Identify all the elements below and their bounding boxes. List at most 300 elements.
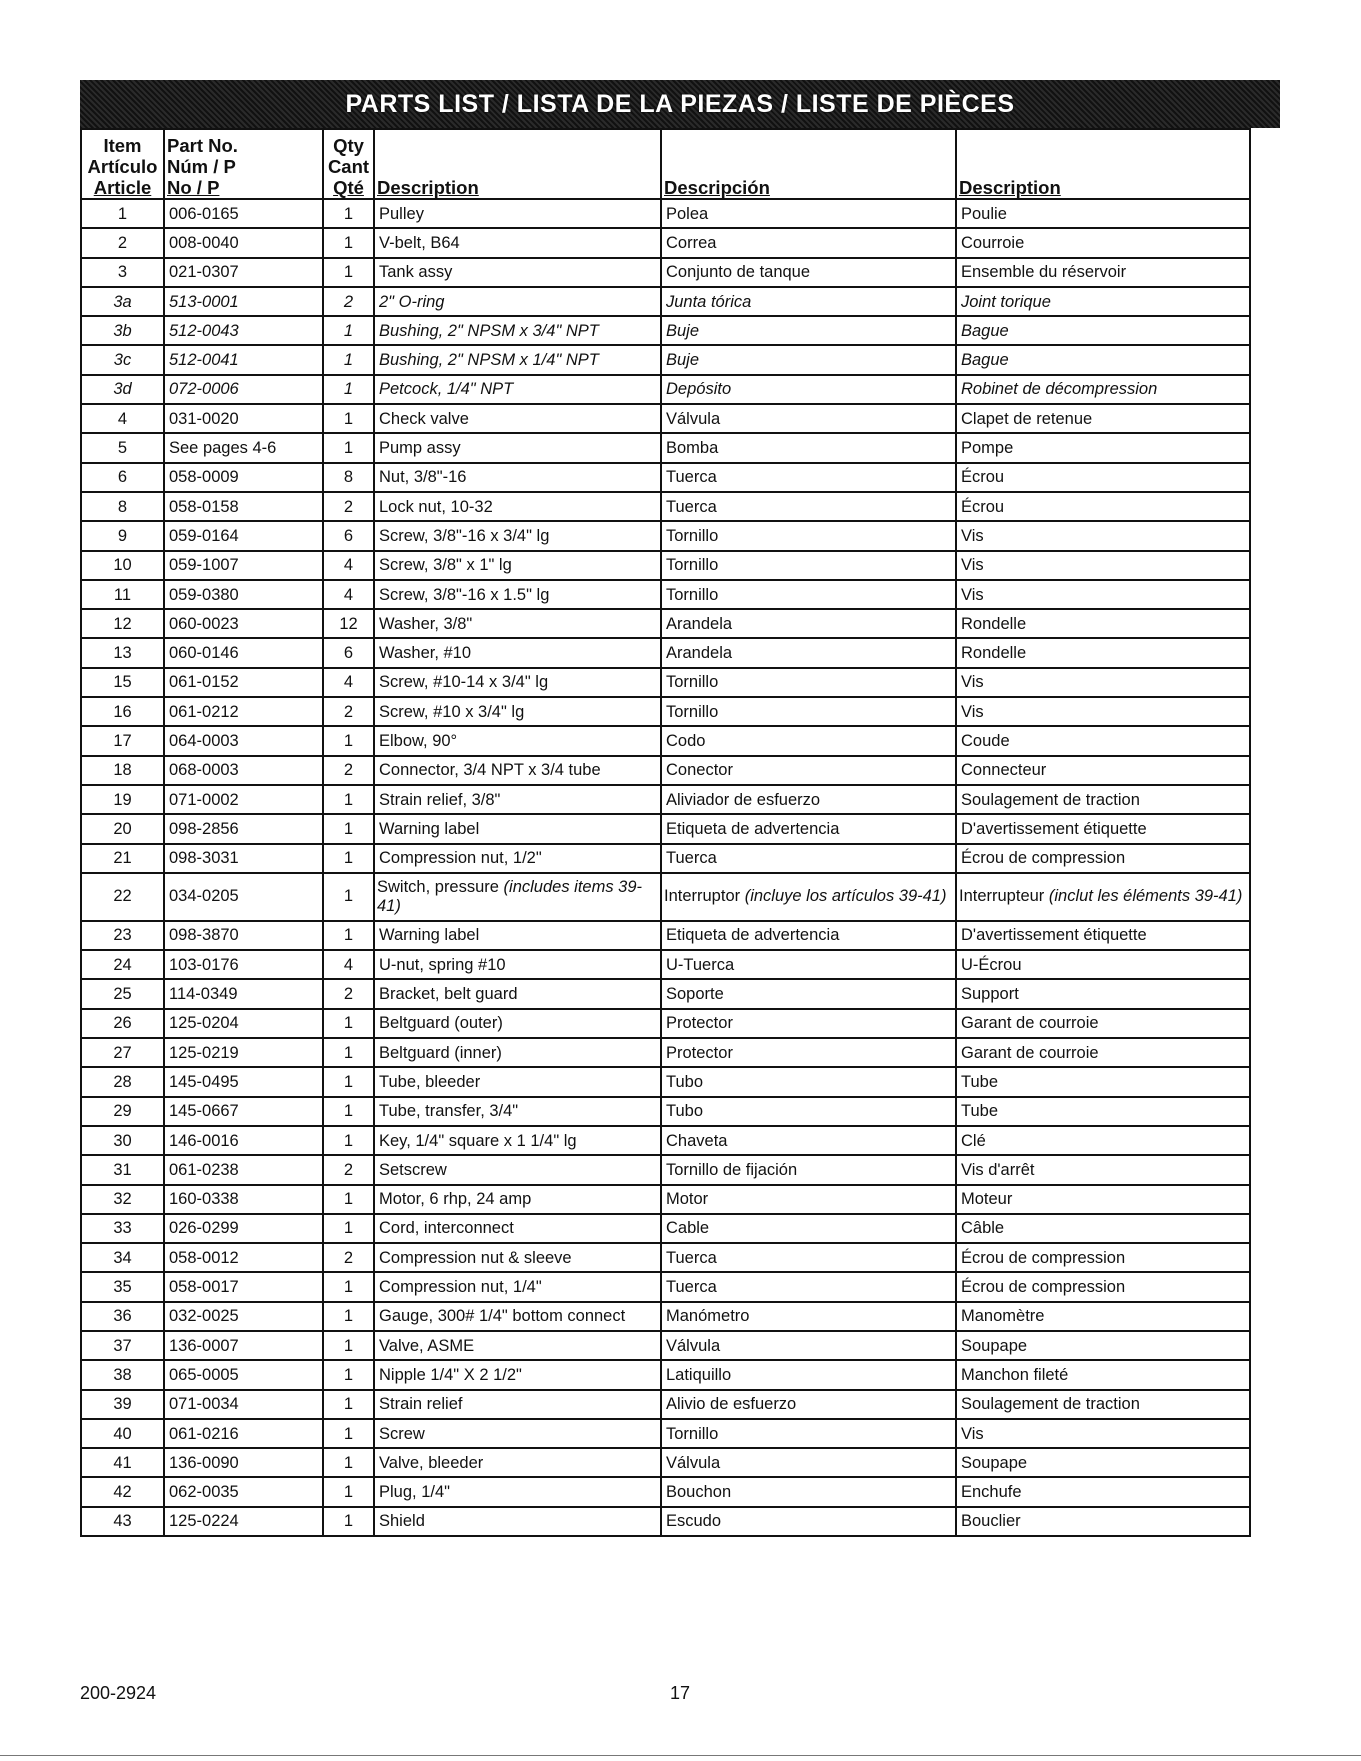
description-en-cell-note: (includes items 39-41): [377, 877, 643, 915]
description-es-cell: Depósito: [661, 375, 956, 404]
description-es-cell: Tornillo de fijación: [661, 1155, 956, 1184]
description-fr-cell: Robinet de décompression: [956, 375, 1250, 404]
description-en-cell: Cord, interconnect: [374, 1214, 661, 1243]
qty-cell: 1: [323, 1331, 374, 1360]
qty-cell: 1: [323, 316, 374, 345]
description-es-cell: Tuerca: [661, 463, 956, 492]
item-cell: 13: [81, 638, 164, 667]
part-number-cell: 098-3031: [164, 844, 323, 873]
description-en-cell: Warning label: [374, 921, 661, 950]
table-row: [81, 921, 1250, 950]
table-row: [81, 1360, 1250, 1389]
item-cell: 10: [81, 551, 164, 580]
description-en-cell: 2" O-ring: [374, 287, 661, 316]
description-en-cell-text: Switch, pressure: [377, 877, 504, 896]
qty-cell: 1: [323, 1126, 374, 1155]
item-cell: 18: [81, 756, 164, 785]
part-number-cell: 114-0349: [164, 979, 323, 1008]
part-number-cell: 061-0212: [164, 697, 323, 726]
description-fr-cell: Bague: [956, 345, 1250, 374]
description-en-cell: Compression nut, 1/2": [374, 844, 661, 873]
part-number-cell: 062-0035: [164, 1477, 323, 1506]
table-row: [81, 1448, 1250, 1477]
description-en-cell: Nipple 1/4" X 2 1/2": [374, 1360, 661, 1389]
description-en-cell: Beltguard (outer): [374, 1009, 661, 1038]
description-en-cell: Washer, 3/8": [374, 609, 661, 638]
description-fr-cell: Joint torique: [956, 287, 1250, 316]
description-es-cell: Motor: [661, 1185, 956, 1214]
part-number-cell: 512-0041: [164, 345, 323, 374]
description-fr-cell: Moteur: [956, 1185, 1250, 1214]
header-qty-es: Cant: [327, 156, 370, 177]
qty-cell: 1: [323, 785, 374, 814]
qty-cell: 1: [323, 1419, 374, 1448]
description-en-cell: Compression nut, 1/4": [374, 1272, 661, 1301]
description-en-cell: Petcock, 1/4" NPT: [374, 375, 661, 404]
item-cell: 2: [81, 228, 164, 257]
description-fr-cell: U-Écrou: [956, 950, 1250, 979]
part-number-cell: 008-0040: [164, 228, 323, 257]
part-number-cell: See pages 4-6: [164, 433, 323, 462]
description-es-cell: Tuerca: [661, 1272, 956, 1301]
description-en-cell: U-nut, spring #10: [374, 950, 661, 979]
description-en-cell: Nut, 3/8"-16: [374, 463, 661, 492]
description-fr-cell: Vis: [956, 1419, 1250, 1448]
description-en-cell: Warning label: [374, 814, 661, 843]
table-row: [81, 873, 1250, 921]
description-fr-cell: Écrou: [956, 492, 1250, 521]
table-row: [81, 433, 1250, 462]
qty-cell: 1: [323, 258, 374, 287]
description-es-cell: Junta tórica: [661, 287, 956, 316]
qty-cell: 2: [323, 979, 374, 1008]
qty-cell: 1: [323, 1214, 374, 1243]
description-es-cell: Tornillo: [661, 1419, 956, 1448]
parts-table: [80, 128, 1251, 1537]
description-es-cell: Tubo: [661, 1067, 956, 1096]
table-row: [81, 609, 1250, 638]
header-description-fr-text: Description: [959, 177, 1061, 198]
item-cell: 31: [81, 1155, 164, 1184]
description-en-cell: Valve, ASME: [374, 1331, 661, 1360]
description-fr-cell: Coude: [956, 726, 1250, 755]
part-number-cell: 026-0299: [164, 1214, 323, 1243]
part-number-cell: 064-0003: [164, 726, 323, 755]
description-fr-cell: Soulagement de traction: [956, 1390, 1250, 1419]
description-fr-cell: Clé: [956, 1126, 1250, 1155]
part-number-cell: 061-0216: [164, 1419, 323, 1448]
description-es-cell: Etiqueta de advertencia: [661, 814, 956, 843]
table-row: [81, 1185, 1250, 1214]
description-en-cell: Screw, #10 x 3/4" lg: [374, 697, 661, 726]
item-cell: 3b: [81, 316, 164, 345]
description-es-cell-text: Interruptor: [664, 887, 745, 906]
item-cell: 12: [81, 609, 164, 638]
part-number-cell: 059-0164: [164, 521, 323, 550]
description-es-cell: Aliviador de esfuerzo: [661, 785, 956, 814]
part-number-cell: 160-0338: [164, 1185, 323, 1214]
description-en-cell: Screw, 3/8"-16 x 3/4" lg: [374, 521, 661, 550]
description-es-cell: Tuerca: [661, 1243, 956, 1272]
header-qty: [323, 129, 374, 199]
description-es-cell: Válvula: [661, 1331, 956, 1360]
header-qty-en: Qty: [333, 135, 364, 156]
description-fr-cell: Vis: [956, 521, 1250, 550]
item-cell: 28: [81, 1067, 164, 1096]
qty-cell: 1: [323, 1360, 374, 1389]
description-es-cell: Correa: [661, 228, 956, 257]
description-en-cell: Gauge, 300# 1/4" bottom connect: [374, 1302, 661, 1331]
header-description-en-text: Description: [377, 177, 479, 198]
description-en-cell: Check valve: [374, 404, 661, 433]
part-number-cell: 145-0667: [164, 1097, 323, 1126]
item-cell: 29: [81, 1097, 164, 1126]
description-en-cell: [374, 873, 661, 921]
description-en-cell: Screw, 3/8" x 1" lg: [374, 551, 661, 580]
part-number-cell: 068-0003: [164, 756, 323, 785]
qty-cell: 6: [323, 638, 374, 667]
qty-cell: 1: [323, 345, 374, 374]
description-fr-cell: Pompe: [956, 433, 1250, 462]
item-cell: 23: [81, 921, 164, 950]
page-title: PARTS LIST / LISTA DE LA PIEZAS / LISTE DE PIÈCES: [345, 89, 1015, 118]
description-es-cell: Buje: [661, 316, 956, 345]
description-fr-cell-text: Interrupteur: [959, 887, 1049, 906]
description-fr-cell: Ensemble du réservoir: [956, 258, 1250, 287]
header-item-en: Item: [103, 135, 142, 156]
item-cell: 30: [81, 1126, 164, 1155]
item-cell: 38: [81, 1360, 164, 1389]
table-row: [81, 668, 1250, 697]
description-fr-cell: Bouclier: [956, 1507, 1250, 1536]
table-row: [81, 1214, 1250, 1243]
table-row: [81, 1302, 1250, 1331]
table-row: [81, 551, 1250, 580]
part-number-cell: 098-3870: [164, 921, 323, 950]
description-fr-cell: Câble: [956, 1214, 1250, 1243]
part-number-cell: 006-0165: [164, 199, 323, 228]
header-part-es: Núm / P: [167, 156, 236, 177]
qty-cell: 1: [323, 199, 374, 228]
table-row: [81, 492, 1250, 521]
item-cell: 32: [81, 1185, 164, 1214]
header-item-fr: Article: [93, 177, 152, 198]
description-es-cell: Arandela: [661, 638, 956, 667]
description-fr-cell: Garant de courroie: [956, 1038, 1250, 1067]
qty-cell: 1: [323, 1067, 374, 1096]
table-row: [81, 375, 1250, 404]
description-es-cell: Conector: [661, 756, 956, 785]
qty-cell: 1: [323, 1448, 374, 1477]
document-number: 200-2924: [80, 1683, 157, 1703]
table-row: [81, 1331, 1250, 1360]
qty-cell: 1: [323, 1507, 374, 1536]
description-en-cell: Strain relief, 3/8": [374, 785, 661, 814]
page-edge-rule: [0, 1755, 1361, 1756]
description-fr-cell: Vis d'arrêt: [956, 1155, 1250, 1184]
part-number-cell: 032-0025: [164, 1302, 323, 1331]
part-number-cell: 136-0007: [164, 1331, 323, 1360]
qty-cell: 2: [323, 1243, 374, 1272]
part-number-cell: 061-0152: [164, 668, 323, 697]
description-fr-cell: Vis: [956, 551, 1250, 580]
header-description-fr: [956, 129, 1250, 199]
description-fr-cell: D'avertissement étiquette: [956, 814, 1250, 843]
description-fr-cell: Tube: [956, 1097, 1250, 1126]
part-number-cell: 060-0023: [164, 609, 323, 638]
header-item: [81, 129, 164, 199]
description-es-cell: Válvula: [661, 1448, 956, 1477]
qty-cell: 2: [323, 756, 374, 785]
description-es-cell: Etiqueta de advertencia: [661, 921, 956, 950]
description-en-cell: Plug, 1/4": [374, 1477, 661, 1506]
qty-cell: 1: [323, 1302, 374, 1331]
description-fr-cell: Écrou de compression: [956, 1272, 1250, 1301]
table-row: [81, 404, 1250, 433]
part-number-cell: 098-2856: [164, 814, 323, 843]
qty-cell: 1: [323, 726, 374, 755]
part-number-cell: 103-0176: [164, 950, 323, 979]
description-en-cell: Tank assy: [374, 258, 661, 287]
description-fr-cell: Manomètre: [956, 1302, 1250, 1331]
table-row: [81, 950, 1250, 979]
description-fr-cell: [956, 873, 1250, 921]
description-fr-cell: Vis: [956, 580, 1250, 609]
table-row: [81, 521, 1250, 550]
description-en-cell: Valve, bleeder: [374, 1448, 661, 1477]
description-es-cell: Manómetro: [661, 1302, 956, 1331]
description-fr-cell: Écrou de compression: [956, 844, 1250, 873]
table-row: [81, 1243, 1250, 1272]
description-en-cell: Bushing, 2" NPSM x 3/4" NPT: [374, 316, 661, 345]
description-es-cell: Escudo: [661, 1507, 956, 1536]
qty-cell: 1: [323, 228, 374, 257]
header-description-es: [661, 129, 956, 199]
part-number-cell: 058-0012: [164, 1243, 323, 1272]
item-cell: 43: [81, 1507, 164, 1536]
qty-cell: 1: [323, 921, 374, 950]
table-row: [81, 316, 1250, 345]
description-en-cell: Strain relief: [374, 1390, 661, 1419]
part-number-cell: 058-0009: [164, 463, 323, 492]
description-en-cell: Bracket, belt guard: [374, 979, 661, 1008]
description-en-cell: Pump assy: [374, 433, 661, 462]
table-row: [81, 756, 1250, 785]
description-en-cell: Compression nut & sleeve: [374, 1243, 661, 1272]
table-row: [81, 1067, 1250, 1096]
description-es-cell: Tuerca: [661, 844, 956, 873]
item-cell: 3: [81, 258, 164, 287]
part-number-cell: 059-0380: [164, 580, 323, 609]
table-row: [81, 1097, 1250, 1126]
description-en-cell: Connector, 3/4 NPT x 3/4 tube: [374, 756, 661, 785]
description-es-cell: U-Tuerca: [661, 950, 956, 979]
description-fr-cell: Soupape: [956, 1448, 1250, 1477]
table-row: [81, 1038, 1250, 1067]
description-fr-cell: Support: [956, 979, 1250, 1008]
description-es-cell: Protector: [661, 1038, 956, 1067]
part-number-cell: 145-0495: [164, 1067, 323, 1096]
item-cell: 34: [81, 1243, 164, 1272]
part-number-cell: 071-0034: [164, 1390, 323, 1419]
description-fr-cell: Soulagement de traction: [956, 785, 1250, 814]
part-number-cell: 072-0006: [164, 375, 323, 404]
description-es-cell: Bouchon: [661, 1477, 956, 1506]
part-number-cell: 058-0017: [164, 1272, 323, 1301]
description-fr-cell: Manchon fileté: [956, 1360, 1250, 1389]
description-es-cell: Tornillo: [661, 521, 956, 550]
item-cell: 5: [81, 433, 164, 462]
item-cell: 3a: [81, 287, 164, 316]
item-cell: 27: [81, 1038, 164, 1067]
item-cell: 3c: [81, 345, 164, 374]
table-row: [81, 1477, 1250, 1506]
description-en-cell: V-belt, B64: [374, 228, 661, 257]
description-en-cell: Motor, 6 rhp, 24 amp: [374, 1185, 661, 1214]
qty-cell: 1: [323, 433, 374, 462]
part-number-cell: 513-0001: [164, 287, 323, 316]
description-fr-cell: Rondelle: [956, 609, 1250, 638]
description-es-cell: Polea: [661, 199, 956, 228]
description-en-cell: Pulley: [374, 199, 661, 228]
item-cell: 41: [81, 1448, 164, 1477]
part-number-cell: 512-0043: [164, 316, 323, 345]
qty-cell: 1: [323, 814, 374, 843]
item-cell: 16: [81, 697, 164, 726]
header-description-en: [374, 129, 661, 199]
description-es-cell: Buje: [661, 345, 956, 374]
description-es-cell: Soporte: [661, 979, 956, 1008]
table-row: [81, 697, 1250, 726]
item-cell: 25: [81, 979, 164, 1008]
qty-cell: 4: [323, 668, 374, 697]
qty-cell: 1: [323, 844, 374, 873]
description-en-cell: Setscrew: [374, 1155, 661, 1184]
description-fr-cell: Clapet de retenue: [956, 404, 1250, 433]
part-number-cell: 060-0146: [164, 638, 323, 667]
description-en-cell: Lock nut, 10-32: [374, 492, 661, 521]
qty-cell: 8: [323, 463, 374, 492]
table-row: [81, 638, 1250, 667]
description-es-cell: Alivio de esfuerzo: [661, 1390, 956, 1419]
description-en-cell: Washer, #10: [374, 638, 661, 667]
page-number: 17: [670, 1683, 691, 1703]
description-en-cell: Screw, #10-14 x 3/4" lg: [374, 668, 661, 697]
description-es-cell: Tornillo: [661, 551, 956, 580]
qty-cell: 1: [323, 1097, 374, 1126]
item-cell: 21: [81, 844, 164, 873]
part-number-cell: 061-0238: [164, 1155, 323, 1184]
qty-cell: 1: [323, 1477, 374, 1506]
description-en-cell: Shield: [374, 1507, 661, 1536]
description-fr-cell: Vis: [956, 697, 1250, 726]
header-qty-fr: Qté: [333, 177, 364, 198]
description-fr-cell: Courroie: [956, 228, 1250, 257]
item-cell: 11: [81, 580, 164, 609]
item-cell: 40: [81, 1419, 164, 1448]
header-part-no: [164, 129, 323, 199]
item-cell: 37: [81, 1331, 164, 1360]
qty-cell: 2: [323, 492, 374, 521]
description-es-cell: Tubo: [661, 1097, 956, 1126]
item-cell: 33: [81, 1214, 164, 1243]
description-es-cell: Chaveta: [661, 1126, 956, 1155]
description-es-cell: Tornillo: [661, 697, 956, 726]
description-en-cell: Screw, 3/8"-16 x 1.5" lg: [374, 580, 661, 609]
description-es-cell: Latiquillo: [661, 1360, 956, 1389]
item-cell: 39: [81, 1390, 164, 1419]
qty-cell: 1: [323, 1038, 374, 1067]
description-es-cell: Bomba: [661, 433, 956, 462]
qty-cell: 2: [323, 287, 374, 316]
item-cell: 22: [81, 873, 164, 921]
qty-cell: 2: [323, 1155, 374, 1184]
qty-cell: 4: [323, 551, 374, 580]
header-part-fr: No / P: [167, 177, 220, 198]
item-cell: 42: [81, 1477, 164, 1506]
description-es-cell: [661, 873, 956, 921]
header-description-es-text: Descripción: [664, 177, 770, 198]
item-cell: 20: [81, 814, 164, 843]
qty-cell: 4: [323, 580, 374, 609]
description-fr-cell: Rondelle: [956, 638, 1250, 667]
table-row: [81, 979, 1250, 1008]
description-es-cell: Tornillo: [661, 580, 956, 609]
part-number-cell: 031-0020: [164, 404, 323, 433]
part-number-cell: 125-0204: [164, 1009, 323, 1038]
description-es-cell: Codo: [661, 726, 956, 755]
table-row: [81, 345, 1250, 374]
description-fr-cell: Écrou: [956, 463, 1250, 492]
description-fr-cell: Poulie: [956, 199, 1250, 228]
item-cell: 19: [81, 785, 164, 814]
item-cell: 3d: [81, 375, 164, 404]
description-fr-cell: D'avertissement étiquette: [956, 921, 1250, 950]
table-row: [81, 785, 1250, 814]
description-fr-cell: Écrou de compression: [956, 1243, 1250, 1272]
item-cell: 26: [81, 1009, 164, 1038]
description-en-cell: Tube, transfer, 3/4": [374, 1097, 661, 1126]
qty-cell: 1: [323, 1185, 374, 1214]
table-row: [81, 1272, 1250, 1301]
description-en-cell: Key, 1/4" square x 1 1/4" lg: [374, 1126, 661, 1155]
table-row: [81, 463, 1250, 492]
description-fr-cell: Vis: [956, 668, 1250, 697]
part-number-cell: 146-0016: [164, 1126, 323, 1155]
qty-cell: 1: [323, 1009, 374, 1038]
part-number-cell: 059-1007: [164, 551, 323, 580]
table-row: [81, 580, 1250, 609]
description-en-cell: Beltguard (inner): [374, 1038, 661, 1067]
description-fr-cell: Soupape: [956, 1331, 1250, 1360]
table-header-row: [81, 129, 1250, 199]
part-number-cell: 065-0005: [164, 1360, 323, 1389]
parts-table-body: [81, 199, 1250, 1536]
description-en-cell: Elbow, 90°: [374, 726, 661, 755]
table-row: [81, 1507, 1250, 1536]
qty-cell: 1: [323, 1272, 374, 1301]
qty-cell: 1: [323, 873, 374, 921]
item-cell: 15: [81, 668, 164, 697]
item-cell: 35: [81, 1272, 164, 1301]
qty-cell: 1: [323, 1390, 374, 1419]
description-fr-cell: Bague: [956, 316, 1250, 345]
item-cell: 8: [81, 492, 164, 521]
description-es-cell: Tornillo: [661, 668, 956, 697]
part-number-cell: 125-0224: [164, 1507, 323, 1536]
part-number-cell: 071-0002: [164, 785, 323, 814]
item-cell: 17: [81, 726, 164, 755]
